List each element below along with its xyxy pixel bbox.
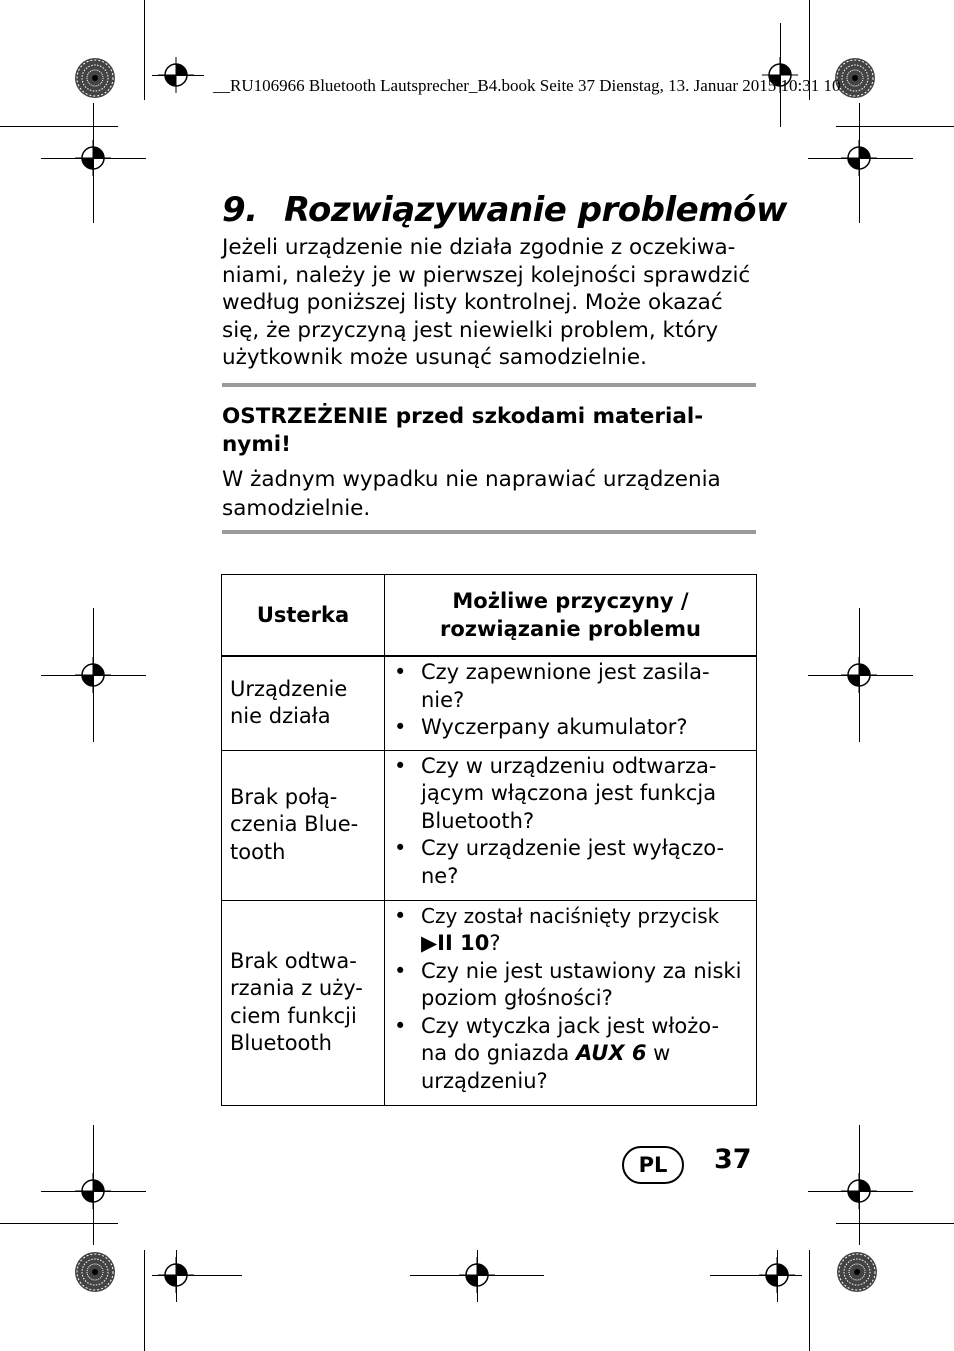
fault-line: czenia Blue- xyxy=(230,812,359,837)
warning-text-line: samodzielnie. xyxy=(222,496,371,521)
fault-line: nie działa xyxy=(230,704,331,729)
fault-line: Bluetooth xyxy=(230,1031,332,1055)
intro-line: niami, należy je w pierwszej kolejności sprawdzić xyxy=(222,262,751,288)
fault-line: tooth xyxy=(230,839,286,864)
cause-line: urządzeniu? xyxy=(421,1068,548,1093)
fault-line: ciem funkcji xyxy=(230,1003,357,1028)
cause-line: Bluetooth? xyxy=(421,808,535,833)
warning-title xyxy=(222,403,762,459)
column-header-line: rozwiązanie problemu xyxy=(440,617,701,641)
fault-cell xyxy=(222,750,385,900)
cause-item xyxy=(391,958,748,1013)
column-header-causes xyxy=(385,575,757,657)
section-title xyxy=(222,190,787,230)
column-header-fault: Usterka xyxy=(222,575,385,657)
fault-cell xyxy=(222,900,385,1105)
troubleshooting-table xyxy=(221,574,757,1106)
cause-item xyxy=(391,659,748,714)
column-header-line: Możliwe przyczyny / xyxy=(452,589,689,613)
fault-cell xyxy=(222,656,385,750)
cause-line: • Czy został naciśnięty przycisk xyxy=(421,903,720,928)
cause-item xyxy=(391,753,748,836)
causes-cell xyxy=(385,750,757,900)
cause-line: • Czy nie jest ustawiony za niski xyxy=(421,958,742,983)
divider-top xyxy=(222,383,756,387)
fault-line: rzania z uży- xyxy=(230,976,363,1000)
cause-text: na do gniazda xyxy=(421,1041,576,1065)
cause-line: • Wyczerpany akumulator? xyxy=(421,715,688,739)
cause-line: jącym włączona jest funkcja xyxy=(421,781,717,805)
cause-line: poziom głośności? xyxy=(421,986,613,1010)
cause-line: ne? xyxy=(421,863,459,888)
cause-text: w xyxy=(646,1041,671,1065)
print-header: __RU106966 Bluetooth Lautsprecher_B4.book Seite 37 Dienstag, 13. Januar 2015 10:31 10 xyxy=(213,76,841,95)
table-row xyxy=(222,900,757,1105)
divider-bottom xyxy=(222,530,756,534)
cause-line: • Czy w urządzeniu odtwarza- xyxy=(421,753,717,778)
cause-item xyxy=(391,835,748,890)
causes-cell xyxy=(385,900,757,1105)
cause-line xyxy=(421,930,748,958)
warning-title-line: nymi! xyxy=(222,432,291,457)
causes-cell xyxy=(385,656,757,750)
intro-paragraph xyxy=(222,234,762,372)
cause-line: • Czy wtyczka jack jest włożo- xyxy=(421,1013,720,1038)
cause-line: • Czy zapewnione jest zasila- xyxy=(421,660,710,684)
warning-text-line: W żadnym wypadku nie naprawiać urządzenia xyxy=(222,467,721,492)
cause-suffix: ? xyxy=(489,931,501,955)
section-heading: Rozwiązywanie problemów xyxy=(284,190,787,230)
cause-line: nie? xyxy=(421,687,465,712)
table-header-row xyxy=(222,575,757,657)
warning-text xyxy=(222,465,762,523)
section-number: 9. xyxy=(222,190,258,230)
cause-item xyxy=(391,1013,748,1096)
intro-line: według poniższej listy kontrolnej. Może okazać xyxy=(222,290,723,315)
cause-item xyxy=(391,714,748,742)
cause-line: • Czy urządzenie jest wyłączo- xyxy=(421,836,725,860)
aux-socket-label: AUX 6 xyxy=(575,1041,647,1065)
page-number: 37 xyxy=(714,1144,752,1175)
fault-line: Brak odtwa- xyxy=(230,948,357,973)
play-pause-button-label: ▶II 10 xyxy=(421,931,490,955)
cause-line xyxy=(421,1040,748,1068)
intro-line: użytkownik może usunąć samodzielnie. xyxy=(222,345,647,370)
cause-item xyxy=(391,903,748,958)
language-badge: PL xyxy=(622,1146,684,1184)
fault-line: Brak połą- xyxy=(230,784,338,809)
intro-line: się, że przyczyną jest niewielki problem, który xyxy=(222,317,719,343)
table-row xyxy=(222,656,757,750)
fault-line: Urządzenie xyxy=(230,676,348,701)
warning-title-line: OSTRZEŻENIE przed szkodami material- xyxy=(222,404,704,429)
table-row xyxy=(222,750,757,900)
intro-line: Jeżeli urządzenie nie działa zgodnie z oczekiwa- xyxy=(222,235,736,260)
